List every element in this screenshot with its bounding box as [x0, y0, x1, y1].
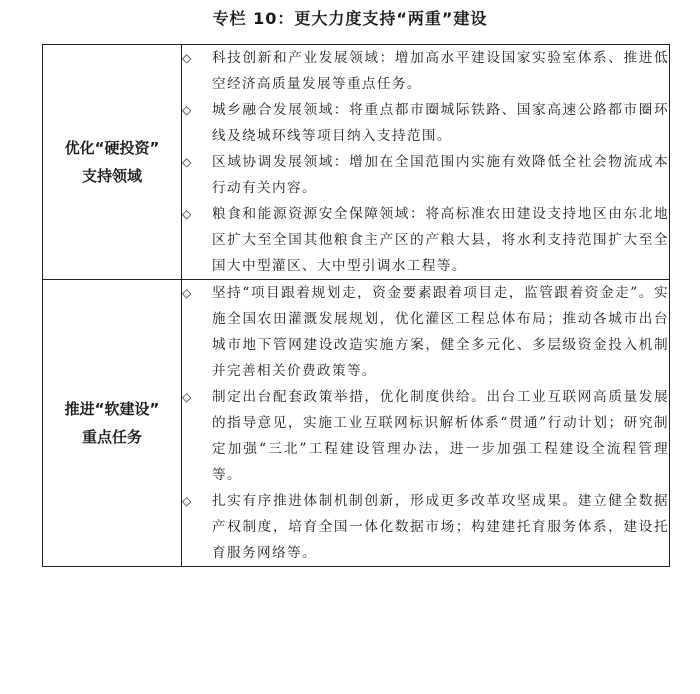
diamond-bullet-icon: ◇	[182, 155, 193, 169]
item-text: 扎实有序推进体制机制创新，形成更多改革攻坚成果。建立健全数据产权制度，培育全国一体化数据市场；构建建托育服务体系，建设托育服务网络等。	[212, 493, 669, 561]
section-row	[43, 280, 670, 567]
section-category	[43, 280, 182, 567]
section-row	[43, 45, 670, 280]
section-category	[43, 45, 182, 280]
list-item	[182, 280, 669, 384]
list-item	[182, 488, 669, 566]
category-line: 重点任务	[81, 428, 142, 446]
item-text: 坚持“项目跟着规划走，资金要素跟着项目走，监管跟着资金走”。实施全国农田灌溉发展规划，优化灌区工程总体布局；推动各城市出台城市地下管网建设改造实施方案，健全多元化、多层级资金投入机制并完善相关价费政策等。	[212, 285, 669, 379]
item-text: 粮食和能源资源安全保障领域：将高标准农田建设支持地区由东北地区扩大至全国其他粮食主产区的产粮大县，将水利支持范围扩大至全国大中型灌区、大中型引调水工程等。	[212, 206, 669, 274]
list-item	[182, 149, 669, 201]
diamond-bullet-icon: ◇	[182, 286, 193, 300]
diamond-bullet-icon: ◇	[182, 207, 193, 221]
diamond-bullet-icon: ◇	[182, 390, 193, 404]
item-text: 制定出台配套政策举措，优化制度供给。出台工业互联网高质量发展的指导意见，实施工业互联网标识解析体系“贯通”行动计划；研究制定加强“三北”工程建设管理办法，进一步加强工程建设全流程管理等。	[212, 389, 669, 483]
item-text: 区域协调发展领域：增加在全国范围内实施有效降低全社会物流成本行动有关内容。	[212, 154, 669, 196]
list-item	[182, 97, 669, 149]
list-item	[182, 45, 669, 97]
item-text: 科技创新和产业发展领域：增加高水平建设国家实验室体系、推进低空经济高质量发展等重点任务。	[212, 50, 669, 92]
category-line: 优化“硬投资”	[64, 139, 160, 157]
list-item	[182, 384, 669, 488]
section-content	[182, 45, 670, 280]
item-text: 城乡融合发展领域：将重点都市圈城际铁路、国家高速公路都市圈环线及绕城环线等项目纳入支持范围。	[212, 102, 669, 144]
list-item	[182, 201, 669, 279]
section-content	[182, 280, 670, 567]
diamond-bullet-icon: ◇	[182, 51, 193, 65]
diamond-bullet-icon: ◇	[182, 494, 193, 508]
category-line: 推进“软建设”	[64, 400, 160, 418]
policy-box-table	[42, 44, 670, 567]
diamond-bullet-icon: ◇	[182, 103, 193, 117]
box-title: 专栏 10：更大力度支持“两重”建设	[212, 9, 488, 28]
category-line: 支持领域	[81, 167, 142, 185]
